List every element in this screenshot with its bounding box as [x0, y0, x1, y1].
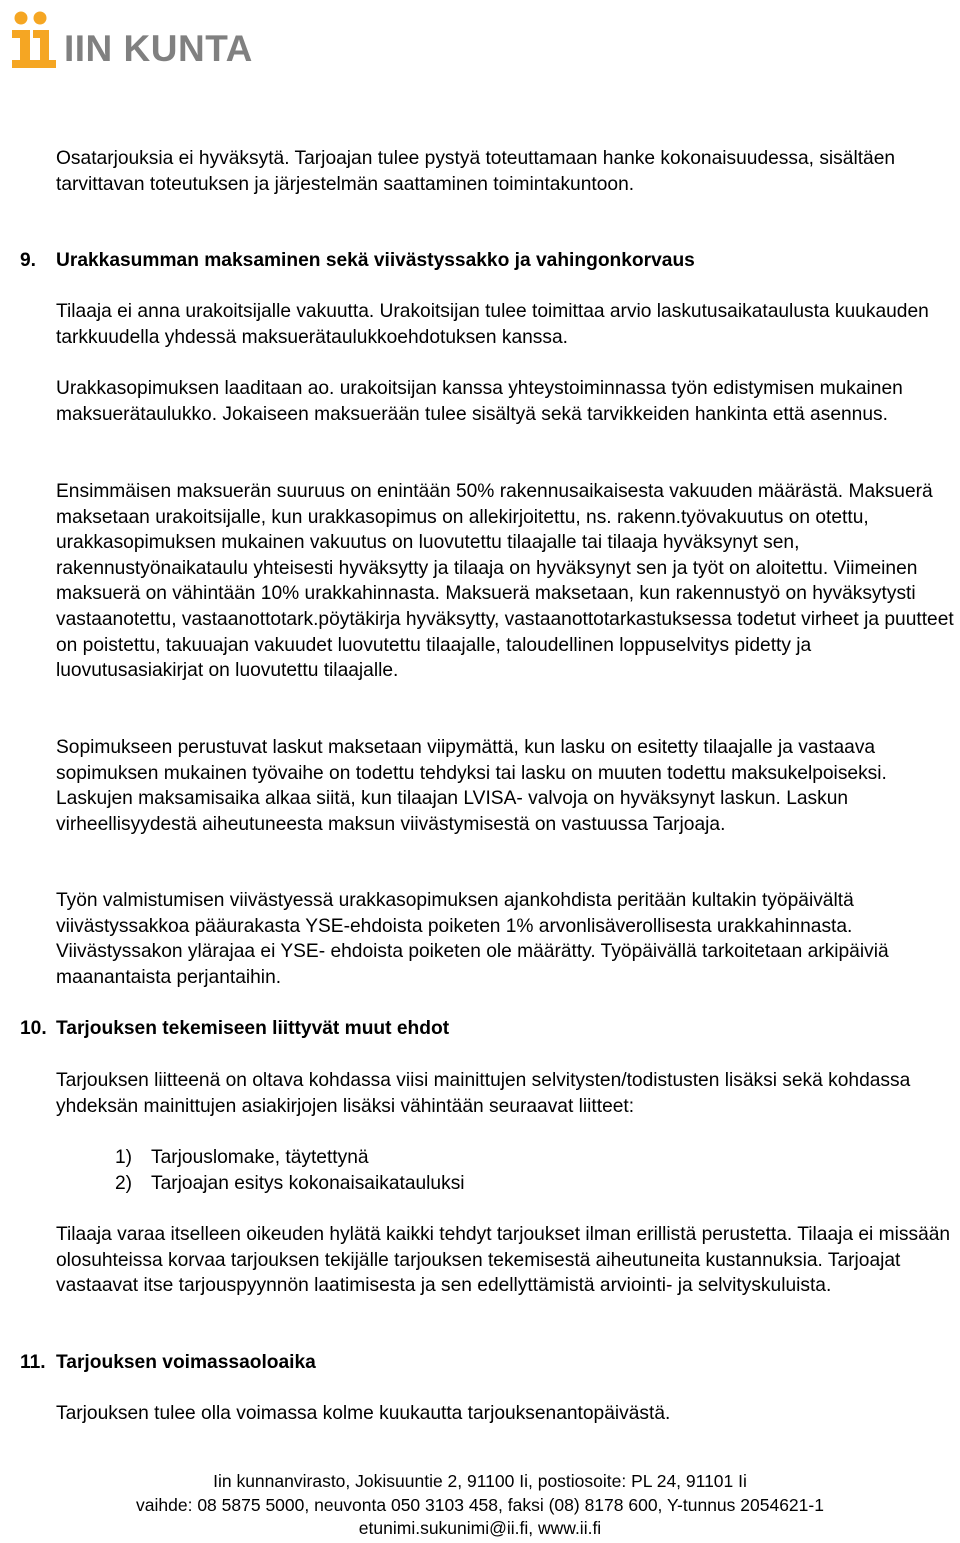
paragraph-invoices: Sopimukseen perustuvat laskut maksetaan viipymättä, kun lasku on esitetty tilaajalle ja vastaava sopimuksen mukainen työvaihe on todettu tehdyksi tai lasku on muuten todettu maksukelpoiseksi. Laskujen maksamisaika alkaa siitä, kun tilaajan LVISA- valvoja on hyväksynyt laskun. Laskun virheellisyydestä aiheutuneesta maksun viivästymisestä on vastuussa Tarjoaja.: [56, 737, 887, 835]
footer-contact: vaihde: 08 5875 5000, neuvonta 050 3103 458, faksi (08) 8178 600, Y-tunnus 2054621-1: [136, 1494, 824, 1515]
footer: [0, 1470, 960, 1541]
list-item: [115, 1145, 369, 1171]
list-number: 2): [115, 1173, 133, 1194]
paragraph-attachments: Tarjouksen liitteenä on oltava kohdassa viisi mainittujen selvitysten/todistusten lisäksi sekä kohdassa yhdeksän mainittujen asiakirjojen lisäksi vähintään seuraavat liitteet:: [56, 1070, 911, 1117]
paragraph-validity: Tarjouksen tulee olla voimassa kolme kuukautta tarjouksenantopäivästä.: [56, 1403, 671, 1424]
paragraph-security: Tilaaja ei anna urakoitsijalle vakuutta. Urakoitsijan tulee toimittaa arvio laskutusaikataulusta kuukauden tarkkuudella yhdessä maksuerätaulukkoehdotuksen kanssa.: [56, 301, 929, 348]
footer-web: etunimi.sukunimi@ii.fi, www.ii.fi: [358, 1518, 602, 1538]
section-number: 11.: [20, 1352, 46, 1373]
section-title: Urakkasumman maksaminen sekä viivästyssakko ja vahingonkorvaus: [56, 250, 695, 271]
paragraph-installments: Ensimmäisen maksuerän suuruus on enintään 50% rakennusaikaisesta vakuuden määrästä. Maksuerä maksetaan urakoitsijalle, kun urakkasopimus on allekirjoitettu, ns. rakenn.työvakuutus on otettu, urakkasopimuksen mukainen vakuutus on luovutettu tilaajalle tai tilaaja hyväksynyt sen, rakennustyönaikataulu yhteisesti hyväksytty ja tilaaja on hyväksynyt sen ja työt on aloitettu. Viimeinen maksuerä on vähintään 10% urakkahinnasta. Maksuerä maksetaan, kun rakennustyö on hyväksytysti vastaanotettu, vastaanottotark.pöytäkirja hyväksytty, vastaanottotarkastuksessa todetut virheet ja puutteet on poistettu, takuuajan vakuudet luovutettu tilaajalle, taloudellinen loppuselvitys pidetty ja luovutusasiakirjat on luovutettu tilaajalle.: [56, 481, 954, 682]
section-title: Tarjouksen voimassaoloaika: [56, 1352, 316, 1373]
list-item: [115, 1171, 465, 1197]
list-number: 1): [115, 1147, 133, 1168]
paragraph-delay-penalty: Työn valmistumisen viivästyessä urakkasopimuksen ajankohdista peritään kultakin työpäivältä viivästyssakkoa pääurakasta YSE-ehdoista poiketen 1% arvonlisäverollisesta urakkahinnasta. Viivästyssakon ylärajaa ei YSE- ehdoista poiketen ole määrätty. Työpäivällä tarkoitetaan arkipäiviä maanantaista perjantaihin.: [56, 890, 889, 988]
municipality-logo: [8, 10, 268, 74]
section-number: 10.: [20, 1018, 47, 1039]
section-heading-9: [20, 248, 695, 274]
logo-text: IIN KUNTA: [64, 28, 253, 69]
footer-address: Iin kunnanvirasto, Jokisuuntie 2, 91100 Ii, postiosoite: PL 24, 91101 Ii: [213, 1471, 747, 1491]
paragraph-partial-offers: Osatarjouksia ei hyväksytä. Tarjoajan tulee pystyä toteuttamaan hanke kokonaisuudessa, sisältäen tarvittavan toteutuksen ja järjestelmän saattaminen toimintakuntoon.: [56, 148, 896, 195]
section-heading-10: [20, 1016, 449, 1042]
iin-kunta-logo-icon: [8, 10, 58, 70]
section-number: 9.: [20, 250, 37, 271]
list-text: Tarjoajan esitys kokonaisaikatauluksi: [151, 1173, 465, 1194]
list-text: Tarjouslomake, täytettynä: [151, 1147, 369, 1168]
paragraph-payment-schedule: Urakkasopimuksen laaditaan ao. urakoitsijan kanssa yhteystoiminnassa työn edistymisen mukainen maksuerätaulukko. Jokaiseen maksuerään tulee sisältyä sekä tarvikkeiden hankinta että asennus.: [56, 378, 903, 425]
section-heading-11: [20, 1350, 316, 1376]
paragraph-rights: Tilaaja varaa itselleen oikeuden hylätä kaikki tehdyt tarjoukset ilman erillistä perustetta. Tilaaja ei missään olosuhteissa korvaa tarjouksen tekijälle tarjouksen tekemisestä aiheutuneita kustannuksia. Tarjoajat vastaavat itse tarjouspyynnön laatimisesta ja sen edellyttämistä arviointi- ja selvityskuluista.: [56, 1224, 951, 1297]
section-title: Tarjouksen tekemiseen liittyvät muut ehdot: [56, 1018, 450, 1039]
